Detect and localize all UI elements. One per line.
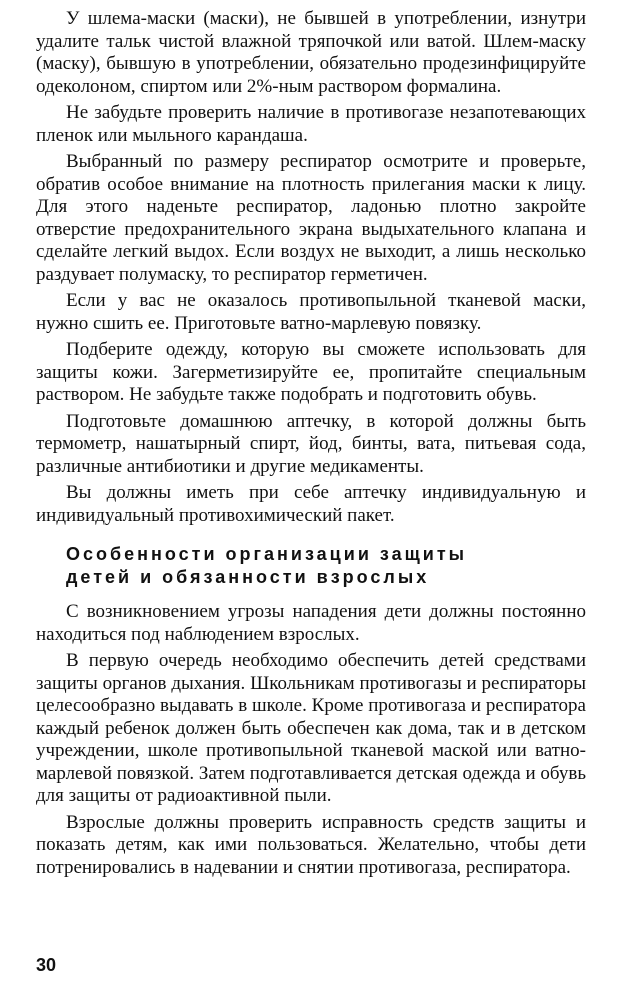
paragraph-respirator-check: Выбранный по размеру респиратор осмотрите и проверьте, обратив особое внимание на плотность прилегания маски к лицу. Для этого наденьте респиратор, ладонью плотно закройте отверстие предохранительного экрана выдыхательного клапана и сделайте легкий выдох. Если воздух не выходит, а лишь несколько раздувает полумаску, то респиратор герметичен. (36, 151, 586, 285)
paragraph-adults-duties: Взрослые должны проверить исправность средств защиты и показать детям, как ими пользоваться. Желательно, чтобы дети потренировались в надевании и снятии противогаза, респиратора. (36, 811, 586, 878)
section-heading-line-2: детей и обязанности взрослых (66, 567, 430, 587)
paragraph-mask-disinfection: У шлема-маски (маски), не бывшей в употреблении, изнутри удалите тальк чистой влажной тряпочкой или ватой. Шлем-маску (маску), бывшую в употреблении, обязательно продезинфицируйте одеколоном, спиртом или 2%-ным раствором формалина. (36, 8, 586, 97)
paragraph-children-protection: В первую очередь необходимо обеспечить детей средствами защиты органов дыхания. Школьникам противогазы и респираторы целесообразно выдавать в школе. Кроме противогаза и респиратора каждый ребенок должен быть обеспечен как дома, так и в детском учреждении, школе противопыльной тканевой маской или ватно-марлевой повязкой. Затем подготавливается детская одежда и обувь для защиты от радиоактивной пыли. (36, 650, 586, 806)
section-heading (36, 543, 586, 589)
section-heading-line-1: Особенности организации защиты (66, 544, 468, 564)
book-page (36, 8, 586, 879)
paragraph-clothing: Подберите одежду, которую вы сможете использовать для защиты кожи. Загерметизируйте ее, пропитайте специальным раствором. Не забудьте также подобрать и подготовить обувь. (36, 339, 586, 405)
paragraph-dust-mask: Если у вас не оказалось противопыльной тканевой маски, нужно сшить ее. Приготовьте ватно-марлевую повязку. (36, 290, 586, 334)
paragraph-individual-kit: Вы должны иметь при себе аптечку индивидуальную и индивидуальный противохимический пакет. (36, 482, 586, 526)
paragraph-antifog-films: Не забудьте проверить наличие в противогазе незапотевающих пленок или мыльного карандаша. (36, 102, 586, 146)
paragraph-first-aid-kit: Подготовьте домашнюю аптечку, в которой должны быть термометр, нашатырный спирт, йод, бинты, вата, питьевая сода, различные антибиотики и другие медикаменты. (36, 410, 586, 477)
paragraph-children-supervision: С возникновением угрозы нападения дети должны постоянно находиться под наблюдением взрослых. (36, 601, 586, 645)
page-number: 30 (36, 955, 57, 975)
